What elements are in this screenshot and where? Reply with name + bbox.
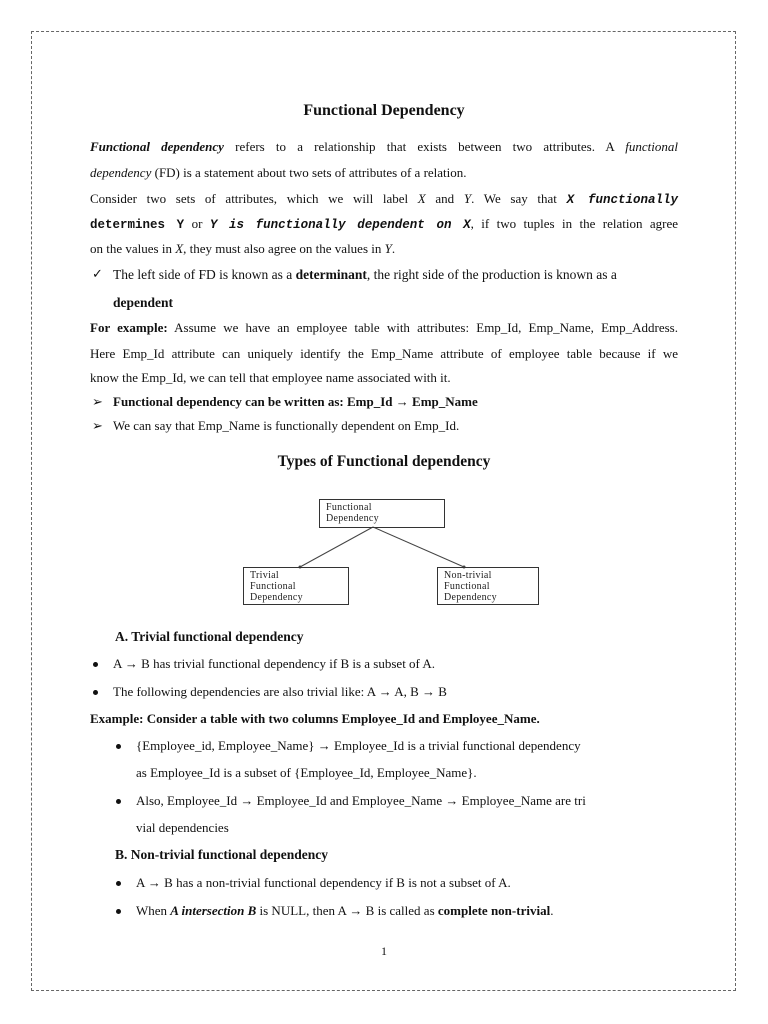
- intro-text-2: (FD) is a statement about two sets of attributes of a relation.: [151, 165, 467, 180]
- consider-mono-2: determines Y: [90, 218, 185, 232]
- connector-right: [373, 527, 464, 567]
- b2-complete: complete non-trivial: [437, 903, 551, 918]
- arrow-bullet-icon: ➢: [92, 418, 103, 433]
- connector-left: [300, 527, 373, 567]
- types-title: Types of Functional dependency: [277, 453, 491, 470]
- diagram-trivial-box: [243, 567, 349, 605]
- intro-term-3: dependency: [90, 165, 152, 180]
- b2-text-a: When: [136, 903, 171, 918]
- consider-text-1: Consider two sets of attributes, which we will label: [90, 191, 418, 206]
- intro-text-1: refers to a relationship that exists between two attributes. A: [223, 139, 626, 154]
- var-y-2: Y: [384, 241, 392, 256]
- root-label-1: Functional: [326, 502, 372, 513]
- var-y: Y: [463, 191, 472, 206]
- page-number: 1: [381, 944, 387, 958]
- trivial-label-2: Functional: [250, 581, 296, 592]
- trivial-label-3: Dependency: [250, 592, 303, 603]
- arrow-line-1: Functional dependency can be written as: Emp_Id → Emp_Name: [113, 394, 478, 409]
- example-line-2: Here Emp_Id attribute can uniquely identify the Emp_Name attribute of employee table because if we: [90, 346, 678, 361]
- bullet-dot: [116, 744, 121, 749]
- diagram-nontrivial-box: [437, 567, 539, 605]
- consider-mono-3: Y is functionally dependent on X: [209, 218, 471, 232]
- arrow-bullet-icon: ➢: [92, 394, 103, 409]
- section-a-sub-1a: {Employee_id, Employee_Name} → Employee_Id is a trivial functional dependency: [136, 738, 581, 753]
- root-label-2: Dependency: [326, 513, 379, 524]
- check-text-a: The left side of FD is known as a: [113, 267, 296, 282]
- bullet-dot: [116, 799, 121, 804]
- bullet-dot: [116, 881, 121, 886]
- bullet-dot: [93, 662, 98, 667]
- example-label: For example:: [90, 320, 168, 335]
- var-x: X: [417, 191, 426, 206]
- intro-term: Functional dependency: [90, 139, 224, 154]
- nontrivial-label-2: Functional: [444, 581, 490, 592]
- section-a-bullet-1: A → B has trivial functional dependency if B is a subset of A.: [113, 656, 436, 671]
- consider-text-4a: on the values in: [90, 241, 176, 256]
- b2-intersection: A intersection B: [170, 903, 257, 918]
- bullet-dot: [116, 909, 121, 914]
- intro-term-2: functional: [625, 139, 679, 154]
- var-x-2: X: [175, 241, 184, 256]
- arrow-line-2: We can say that Emp_Name is functionally dependent on Emp_Id.: [113, 418, 460, 433]
- section-a-bullet-2: The following dependencies are also trivial like: A → A, B → B: [113, 684, 447, 699]
- nontrivial-label-1: Non-trivial: [444, 570, 492, 581]
- section-b-heading: B. Non-trivial functional dependency: [115, 847, 329, 862]
- section-a-heading: A. Trivial functional dependency: [115, 629, 304, 644]
- section-a-example: Example: Consider a table with two columns Employee_Id and Employee_Name.: [90, 711, 540, 726]
- example-text-1: Assume we have an employee table with attributes: Emp_Id, Emp_Name, Emp_Address.: [167, 320, 678, 335]
- check-text-c: , the right side of the production is known as a: [366, 267, 617, 282]
- diagram-root-box: [319, 499, 445, 528]
- check-dependent: dependent: [113, 295, 174, 310]
- bullet-dot: [93, 690, 98, 695]
- section-a-sub-2a: Also, Employee_Id → Employee_Id and Employee_Name → Employee_Name are tri: [136, 793, 586, 808]
- b2-text-e: .: [550, 903, 554, 918]
- example-line-3: know the Emp_Id, we can tell that employee name associated with it.: [90, 370, 451, 385]
- check-determinant: determinant: [295, 267, 367, 282]
- consider-and: and: [425, 191, 464, 206]
- section-a-sub-2b: vial dependencies: [136, 820, 229, 835]
- checkmark-icon: ✓: [92, 266, 103, 281]
- nontrivial-label-3: Dependency: [444, 592, 497, 603]
- consider-or: or: [184, 216, 210, 231]
- consider-mono-1: X functionally: [566, 193, 679, 207]
- section-a-sub-1b: as Employee_Id is a subset of {Employee_Id, Employee_Name}.: [136, 765, 477, 780]
- section-b-bullet-1: A → B has a non-trivial functional dependency if B is not a subset of A.: [136, 875, 511, 890]
- consider-text-3: , if two tuples in the relation agree: [470, 216, 678, 231]
- consider-text-4b: , they must also agree on the values in: [183, 241, 385, 256]
- page-title: Functional Dependency: [303, 102, 465, 119]
- section-b-bullet-2: [136, 901, 553, 921]
- b2-text-c: is NULL, then A → B is called as: [256, 903, 438, 918]
- consider-text-4c: .: [391, 241, 396, 256]
- trivial-label-1: Trivial: [250, 570, 279, 581]
- consider-text-2: . We say that: [471, 191, 567, 206]
